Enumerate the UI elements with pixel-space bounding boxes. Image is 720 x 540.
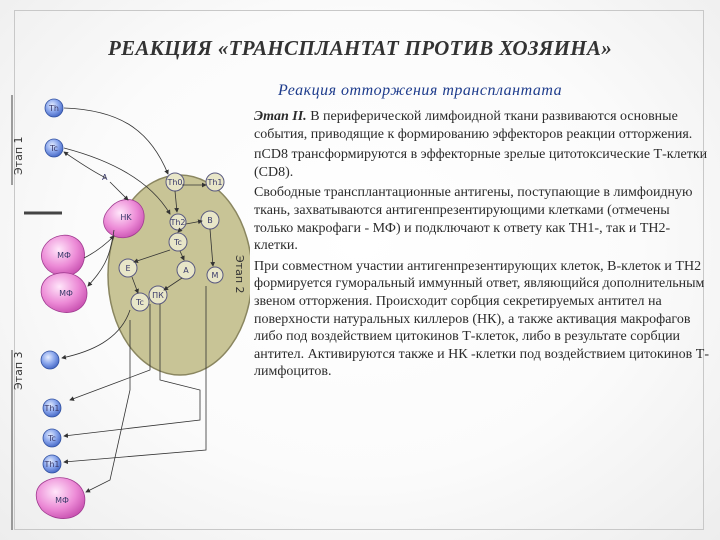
stage-3-label: Этап 3 [12, 351, 25, 390]
left-label-bot2: Tc [48, 434, 56, 443]
paragraph-1-text: В периферической лимфоидной ткани развиваются основные события, приводящие к формированию эффекторов реакции отторжения. [254, 109, 693, 142]
node-label-pc: ПК [152, 291, 164, 300]
node-label-b: B [207, 216, 213, 225]
node-label-th0: Th0 [167, 178, 183, 187]
stage-1-label: Этап 1 [12, 136, 25, 175]
rejection-diagram [10, 90, 250, 530]
paragraph-3: Свободные трансплантационные антигены, поступающие в лимфоидную ткань, захватываются антигенпрезентирующими клетками (отмечены только макрофаги - МФ) и подключают к ответу как ТН1-, так и ТН2-клетки. [254, 185, 693, 254]
body-text [254, 108, 710, 384]
paragraph-4: При совместном участии антигенпрезентирующих клеток, В-клеток и ТН2 формируется гуморальный иммунный ответ, являющийся дополнительным звеном отторжения. Происходит сорбция секретируемых антител на поверхности натуральных киллеров (НК), а также активация макрофагов либо под воздействием цитокинов Т-клеток, либо в результате сорбции антител. Активируются также и НК -клетки под воздействием цитокинов Т-лимфоцитов. [254, 258, 709, 380]
node-label-tc: Tc [174, 238, 182, 247]
left-label-tc: Tc [50, 144, 58, 153]
left-label-bot1: Th1 [44, 404, 60, 413]
label-mac-top: МФ [57, 251, 71, 260]
label-mac-bottom: МФ [55, 496, 69, 505]
stage-2-heading: Этап II. [254, 109, 307, 124]
node-label-e: E [125, 264, 131, 273]
node-label-th1: Th1 [207, 178, 223, 187]
stage-2-label: Этап 2 [233, 255, 246, 294]
node-label-a: A [183, 266, 189, 275]
node-label-th2: Th2 [170, 218, 186, 227]
node-label-m: M [211, 271, 219, 280]
left-cell-mid [41, 351, 59, 369]
paragraph-2: пCD8 трансформируются в эффекторные зрелые цитотоксические Т-клетки (CD8). [254, 147, 708, 180]
antigen-label: A [102, 173, 108, 182]
paragraph-stage-2 [254, 108, 710, 143]
label-mac-mid: МФ [59, 289, 73, 298]
slide-subtitle: Реакция отторжения трансплантата [278, 82, 563, 99]
slide-title: РЕАКЦИЯ «ТРАНСПЛАНТАТ ПРОТИВ ХОЗЯИНА» [107, 36, 612, 60]
label-nk: HK [120, 213, 132, 222]
node-label-tcr: Tc [136, 298, 144, 307]
left-label-bot3: Th1 [44, 460, 60, 469]
left-label-th: Th [49, 104, 59, 113]
